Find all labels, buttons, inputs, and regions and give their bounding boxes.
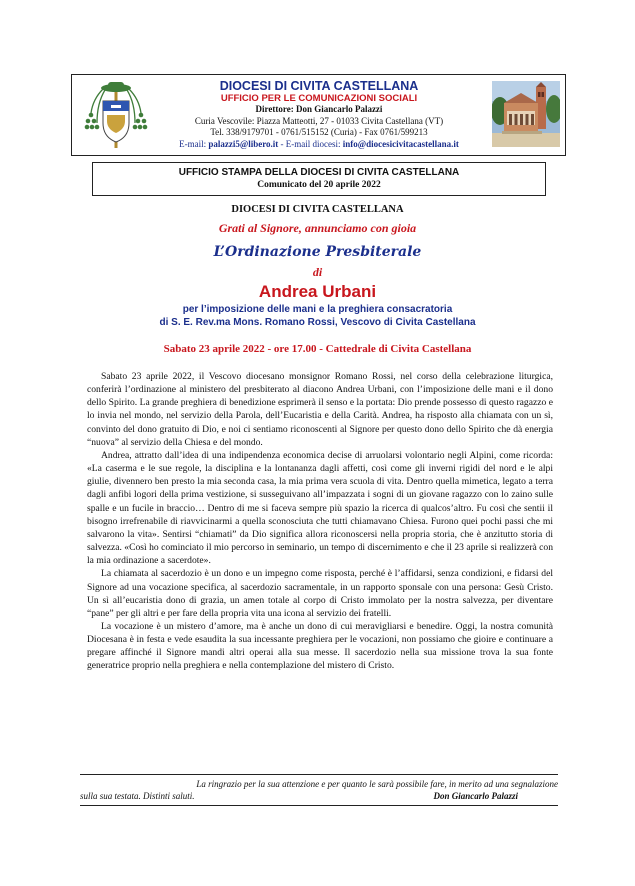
letterhead-text <box>152 79 486 150</box>
paragraph: Andrea, attratto dall’idea di una indipendenza economica decise di arruolarsi volontario negli Alpini, come ricorda: «La caserma e le sue regole, la disciplina e la lontananza dagli affetti, così come gli inverni rigidi del nord e le alpi giulie, divennero ben presto la mia seconda casa, la mia prima vera scuola di vita. Dentro quella mimetica, legato a terra dagli anfibi logori della prima vestizione, si susseguivano all’impazzata i sogni di un giovane ragazzo con lo zaino sulle spalle e un fucile in braccio… Dentro di me si faceva sempre più spazio la ricerca di qualcos’altro. Fu così che sentii il bisogno irrefrenabile di riavvicinarmi a quella sconosciuta che tutti chiamavano Chiesa. Furono quei pochi passi che mi salvarono la vita». Sentirsi “chiamati” da Dio significa allora riconoscersi nella propria storia, che è anzitutto storia di salvezza. «Così ho cominciato il mio percorso in seminario, un tempo di discernimento e che il 23 aprile si realizzerà con la mia ordinazione a sacerdote». <box>87 449 553 567</box>
ordinand-name: Andrea Urbani <box>258 282 377 301</box>
email-label: E-mail: <box>179 138 207 149</box>
press-office-title: UFFICIO STAMPA DELLA DIOCESI DI CIVITA CASTELLANA <box>178 167 460 178</box>
phone-line: Tel. 338/9179701 - 0761/515152 (Curia) - Fax 0761/599213 <box>210 127 428 137</box>
diocese-name: DIOCESI DI CIVITA CASTELLANA <box>219 79 419 93</box>
office-name: UFFICIO PER LE COMUNICAZIONI SOCIALI <box>220 93 418 104</box>
closing-note <box>80 774 558 806</box>
email-line <box>152 139 486 151</box>
subtitle-line-2: di S. E. Rev.ma Mons. Romano Rossi, Vescovo di Civita Castellana <box>159 317 476 328</box>
heading-ordination: L’Ordinazione Presbiterale <box>213 244 422 260</box>
paragraph: La chiamata al sacerdozio è un dono e un impegno come risposta, perché è l’affidarsi, senza condizioni, e fidarsi del Signore ad una vocazione specifica, al sacerdozio sacramentale, in un rapporto sponsale con una persona: Gesù Cristo. Un sì all’eucaristia dono di grazia, un amen totale al corpo di Cristo immolato per la nostra salvezza, per diventare “pane” per gli altri e per fare della propria vita una icona al servizio dei fratelli. <box>87 568 553 619</box>
press-office-box <box>92 162 546 196</box>
paragraph: La vocazione è un mistero d’amore, ma è anche un dono di cui meravigliarsi e benedire. Oggi, la nostra comunità Diocesana è in festa e vede esaudita la sua incessante preghiera per le vocazioni, non possiamo che gioire e continuare a pregare affinché il Signore mandi altri operai alla sua messe. Il sacerdozio nella sua missione trova la sua fonte generatrice proprio nella preghiera e nella contemplazione del mistero di Cristo. <box>87 620 553 672</box>
event-details: Sabato 23 aprile 2022 - ore 17.00 - Cattedrale di Civita Castellana <box>163 343 472 355</box>
subtitle-line-1: per l’imposizione delle mani e la preghiera consacratoria <box>182 304 453 315</box>
closing-line-2: sulla sua testata. Distinti saluti. <box>80 791 195 801</box>
director: Direttore: Don Giancarlo Palazzi <box>255 104 383 114</box>
heading-announcement: Grati al Signore, annunciamo con gioia <box>218 221 417 235</box>
cathedral-photo <box>492 81 560 147</box>
article-body <box>87 370 553 673</box>
director-line <box>152 104 486 116</box>
email-diocese-link[interactable]: info@diocesicivitacastellana.it <box>342 138 459 149</box>
letterhead <box>71 74 566 156</box>
closing-line-2-row <box>80 790 558 802</box>
closing-line-1: La ringrazio per la sua attenzione e per quanto le sarà possibile fare, in merito ad una segnalazione <box>196 779 558 789</box>
email-link[interactable]: palazzi5@libero.it <box>208 138 279 149</box>
press-release-date: Comunicato del 20 aprile 2022 <box>257 180 381 190</box>
paragraph: Sabato 23 aprile 2022, il Vescovo diocesano monsignor Romano Rossi, nel corso della celebrazione liturgica, conferirà l’ordinazione al ministero del presbiterato al diacono Andrea Urbani, con l’imposizione delle mani e il dono dello Spirito. La grande preghiera di benedizione esprimerà il senso e la portata: Dio prende possesso di questo ragazzo e lo invia nel mondo, nel servizio della Parola, dell’Eucaristia e della Carità. Andrea, ha risposto alla chiamata con un sì, convinto del dono gratuito di Dio, e noi ci sentiamo riconoscenti al Signore per questo dono dello Spirito che dà energia “nuova” al servizio della Chiesa e del mondo. <box>87 371 553 448</box>
episcopal-coat-of-arms-icon <box>83 79 149 151</box>
heading-diocese: DIOCESI DI CIVITA CASTELLANA <box>231 204 404 215</box>
heading-di: di <box>312 265 323 279</box>
signature: Don Giancarlo Palazzi <box>433 791 518 801</box>
email-diocese-label: - E-mail diocesi: <box>280 138 341 149</box>
address-line: Curia Vescovile: Piazza Matteotti, 27 - 01033 Civita Castellana (VT) <box>194 115 444 126</box>
